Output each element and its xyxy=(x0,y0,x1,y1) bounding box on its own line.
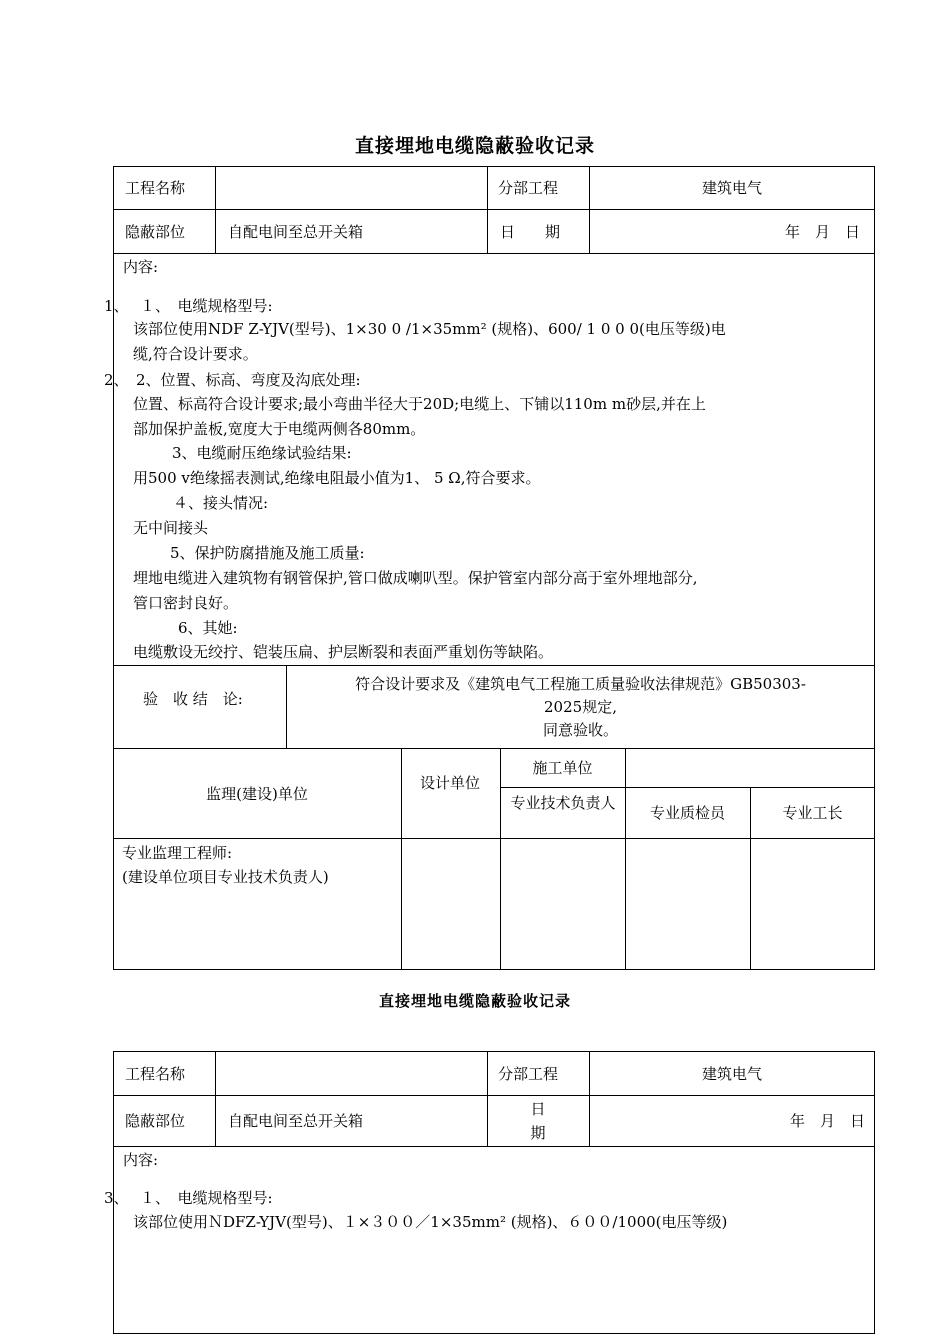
item-marker: 2、 xyxy=(104,371,129,389)
divider xyxy=(500,787,875,788)
conclusion-label: 验 收 结 论: xyxy=(143,690,243,708)
content-label: 内容: xyxy=(123,1151,159,1169)
hidden-part-value: 自配电间至总开关箱 xyxy=(228,1112,364,1130)
project-name-label: 工程名称 xyxy=(125,179,186,197)
tech-lead-label: 专业技术负责人 xyxy=(510,794,616,812)
item-body: 电缆敷设无绞拧、铠装压扁、护层断裂和表面严重划伤等缺陷。 xyxy=(133,643,554,661)
item-heading: 3、电缆耐压绝缘试验结果: xyxy=(172,444,352,462)
divider xyxy=(215,166,216,253)
supervisor-sign-label: (建设单位项目专业技术负责人) xyxy=(122,868,329,886)
project-name-label: 工程名称 xyxy=(125,1065,186,1083)
divider xyxy=(113,838,875,839)
item-body: 缆,符合设计要求。 xyxy=(133,345,258,363)
construction-unit-label: 施工单位 xyxy=(532,759,593,777)
date-label: 日 xyxy=(530,1100,546,1118)
subsection-value: 建筑电气 xyxy=(701,179,762,197)
conclusion-text: 符合设计要求及《建筑电气工程施工质量验收法律规范》GB50303- xyxy=(355,675,806,693)
item-heading: 2、位置、标高、弯度及沟底处理: xyxy=(136,371,361,389)
divider xyxy=(113,209,875,210)
subsection-label: 分部工程 xyxy=(498,179,559,197)
supervisor-sign-label: 专业监理工程师: xyxy=(122,844,233,862)
divider xyxy=(113,665,875,666)
item-marker: 3、 xyxy=(104,1189,129,1207)
date-value: 年 月 日 xyxy=(790,1112,866,1130)
page-title: 直接埋地电缆隐蔽验收记录 xyxy=(378,992,571,1010)
hidden-part-value: 自配电间至总开关箱 xyxy=(228,223,364,241)
item-heading: １、 电缆规格型号: xyxy=(140,1189,273,1207)
item-heading: 6、其她: xyxy=(178,619,238,637)
item-body: 用500 v绝缘摇表测试,绝缘电阻最小值为1、 5 Ω,符合要求。 xyxy=(133,469,541,487)
item-heading: １、 电缆规格型号: xyxy=(140,297,273,315)
date-label: 期 xyxy=(530,1124,546,1142)
subsection-value: 建筑电气 xyxy=(701,1065,762,1083)
item-marker: 1、 xyxy=(104,297,129,315)
item-body: 无中间接头 xyxy=(133,519,209,537)
conclusion-text: 2025规定, xyxy=(544,698,617,716)
date-label: 日 期 xyxy=(500,223,561,241)
hidden-part-label: 隐蔽部位 xyxy=(125,1112,186,1130)
divider xyxy=(500,748,501,970)
divider xyxy=(113,1146,875,1147)
supervision-unit-label: 监理(建设)单位 xyxy=(206,785,308,803)
quality-inspector-label: 专业质检员 xyxy=(649,804,725,822)
item-body: 管口密封良好。 xyxy=(133,594,239,612)
divider xyxy=(113,253,875,254)
item-body: 埋地电缆进入建筑物有钢管保护,管口做成喇叭型。保护管室内部分高于室外埋地部分, xyxy=(133,569,698,587)
date-value: 年 月 日 xyxy=(785,223,861,241)
divider xyxy=(487,166,488,253)
item-body: 位置、标高符合设计要求;最小弯曲半径大于20D;电缆上、下铺以110m m砂层,并在上 xyxy=(133,395,706,413)
hidden-part-label: 隐蔽部位 xyxy=(125,223,186,241)
divider xyxy=(625,748,626,970)
divider xyxy=(113,1095,875,1096)
item-heading: ４、接头情况: xyxy=(173,494,269,512)
item-body: 该部位使用ＮDFZ-YJV(型号)、１×３００／1×35mm² (规格)、６００/1000(电压等级) xyxy=(133,1213,728,1231)
conclusion-text: 同意验收。 xyxy=(542,721,618,739)
item-heading: 5、保护防腐措施及施工质量: xyxy=(170,544,365,562)
divider xyxy=(113,748,875,749)
item-body: 部加保护盖板,宽度大于电缆两侧各80mm。 xyxy=(133,420,426,438)
content-label: 内容: xyxy=(123,258,159,276)
item-body xyxy=(133,319,726,339)
divider xyxy=(215,1051,216,1146)
subsection-label: 分部工程 xyxy=(498,1065,559,1083)
foreman-label: 专业工长 xyxy=(782,804,843,822)
item-body-text: 该部位使用NDF Z-YJV(型号)、1×30 0 /1×35mm² (规格)、600/ 1 0 0 0(电压等级)电 xyxy=(133,320,726,338)
divider xyxy=(401,748,402,970)
design-unit-label: 设计单位 xyxy=(419,774,480,792)
page-title: 直接埋地电缆隐蔽验收记录 xyxy=(354,135,595,157)
